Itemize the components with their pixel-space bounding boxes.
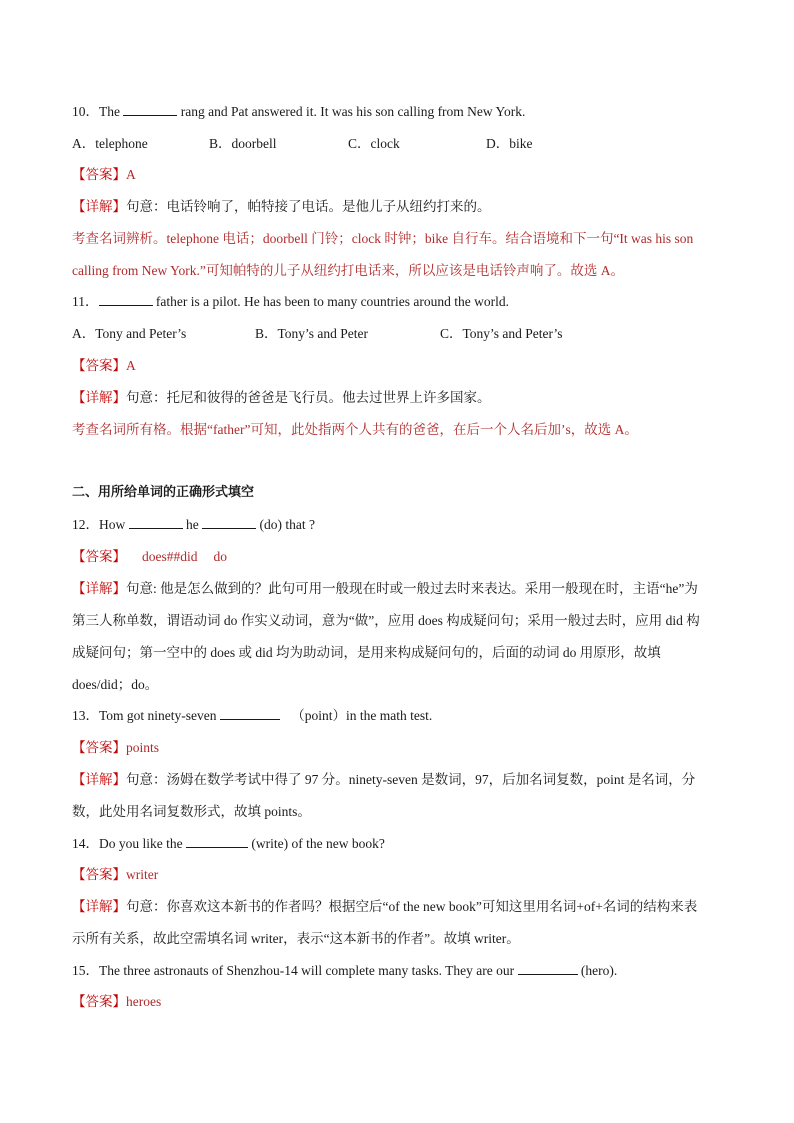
detail-explanation-1: 考查名词所有格。根据“father”可知，此处指两个人共有的爸爸，在后一个人名后加’s，故选 A。 — [72, 422, 638, 437]
detail-explanation-1: 句意：汤姆在数学考试中得了 97 分。ninety-seven 是数词，97，后加名词复数，point 是名词，分 — [126, 772, 696, 787]
detail-line — [72, 771, 722, 789]
answer-tag: 【答案】 — [72, 994, 126, 1009]
answer-blank-1 — [129, 516, 183, 529]
option-b: B．Tony’s and Peter — [255, 326, 369, 341]
detail-explanation-2: 数，此处用名词复数形式，故填 points。 — [72, 804, 311, 819]
answer-blank — [220, 707, 280, 720]
answer-line — [72, 166, 722, 184]
option-c: C．clock — [348, 136, 400, 151]
option-a: A．telephone — [72, 136, 148, 151]
option-a: A．Tony and Peter’s — [72, 326, 187, 341]
question-15 — [72, 962, 722, 980]
answer-line — [72, 866, 722, 884]
answer-blank — [123, 103, 177, 116]
question-number: 12． — [72, 517, 99, 532]
detail-explanation-2: calling from New York.”可知帕特的儿子从纽约打电话来，所以应该是电话铃声响了。故选 A。 — [72, 263, 624, 278]
detail-line — [72, 580, 722, 598]
question-13 — [72, 707, 722, 725]
question-number: 13． — [72, 708, 99, 723]
answer-blank — [99, 293, 153, 306]
answer-blank — [518, 962, 578, 975]
answer-value: A — [126, 358, 136, 373]
answer-value: A — [126, 167, 136, 182]
option-c: C．Tony’s and Peter’s — [440, 326, 563, 341]
answer-tag: 【答案】 — [72, 358, 126, 373]
answer-value-2: do — [213, 549, 227, 564]
detail-line — [72, 389, 722, 407]
question-12 — [72, 516, 722, 534]
answer-tag: 【答案】 — [72, 867, 126, 882]
detail-tag: 【详解】 — [72, 199, 126, 214]
question-11 — [72, 293, 722, 311]
question-text-post: rang and Pat answered it. It was his son calling from New York. — [180, 104, 526, 119]
question-text-pre: The three astronauts of Shenzhou-14 will complete many tasks. They are our — [99, 963, 515, 978]
answer-tag: 【答案】 — [72, 549, 126, 564]
section-heading: 二、用所给单词的正确形式填空 — [72, 485, 255, 500]
question-text-mid: he — [186, 517, 199, 532]
question-text-pre: How — [99, 517, 126, 532]
answer-line — [72, 739, 722, 757]
answer-value-1: does##did — [142, 549, 198, 564]
detail-explanation-1: 句意：你喜欢这本新书的作者吗？根据空后“of the new book”可知这里用名词+of+名词的结构来表 — [126, 899, 698, 914]
option-d: D．bike — [486, 136, 533, 151]
question-number: 11． — [72, 294, 99, 309]
detail-meaning: 句意：托尼和彼得的爸爸是飞行员。他去过世界上许多国家。 — [126, 390, 491, 405]
answer-value: heroes — [126, 994, 162, 1009]
option-b: B．doorbell — [209, 136, 277, 151]
question-text-post: father is a pilot. He has been to many countries around the world. — [155, 294, 510, 309]
answer-line — [72, 993, 722, 1011]
detail-explanation-1: 考查名词辨析。telephone 电话；doorbell 门铃；clock 时钟；bike 自行车。结合语境和下一句“It was his son — [72, 231, 694, 246]
question-text-pre: Do you like the — [99, 836, 183, 851]
detail-line — [72, 198, 722, 216]
detail-explanation-4: does/did；do。 — [72, 677, 159, 692]
detail-explanation-2: 示所有关系，故此空需填名词 writer，表示“这本新书的作者”。故填 writer。 — [72, 931, 520, 946]
question-text-post: (hero). — [580, 963, 618, 978]
detail-explanation-2: 第三人称单数，谓语动词 do 作实义动词，意为“做”，应用 does 构成疑问句；采用一般过去时，应用 did 构 — [72, 613, 700, 628]
answer-tag: 【答案】 — [72, 167, 126, 182]
answer-line — [72, 357, 722, 375]
detail-tag: 【详解】 — [72, 581, 126, 596]
answer-line — [72, 548, 722, 566]
question-14 — [72, 835, 722, 853]
detail-meaning: 句意：电话铃响了，帕特接了电话。是他儿子从纽约打来的。 — [126, 199, 491, 214]
answer-tag: 【答案】 — [72, 740, 126, 755]
detail-tag: 【详解】 — [72, 772, 126, 787]
question-number: 10． — [72, 104, 99, 119]
question-10 — [72, 103, 722, 121]
detail-explanation-1: 句意: 他是怎么做到的？此句可用一般现在时或一般过去时来表达。采用一般现在时，主语“he”为 — [126, 581, 698, 596]
answer-blank-2 — [202, 516, 256, 529]
detail-tag: 【详解】 — [72, 899, 126, 914]
question-text-pre: The — [99, 104, 120, 119]
answer-blank — [186, 835, 248, 848]
question-number: 15． — [72, 963, 99, 978]
question-text-post: （point）in the math test. — [291, 708, 433, 723]
detail-tag: 【详解】 — [72, 390, 126, 405]
detail-explanation-3: 成疑问句；第一空中的 does 或 did 均为助动词，是用来构成疑问句的，后面的动词 do 用原形，故填 — [72, 645, 661, 660]
answer-value: points — [126, 740, 160, 755]
question-number: 14． — [72, 836, 99, 851]
options-row — [72, 325, 722, 343]
options-row — [72, 135, 722, 153]
question-text-pre: Tom got ninety-seven — [99, 708, 217, 723]
question-text-post: (do) that ? — [259, 517, 315, 532]
answer-value: writer — [126, 867, 159, 882]
question-text-post: (write) of the new book? — [251, 836, 385, 851]
detail-line — [72, 898, 722, 916]
